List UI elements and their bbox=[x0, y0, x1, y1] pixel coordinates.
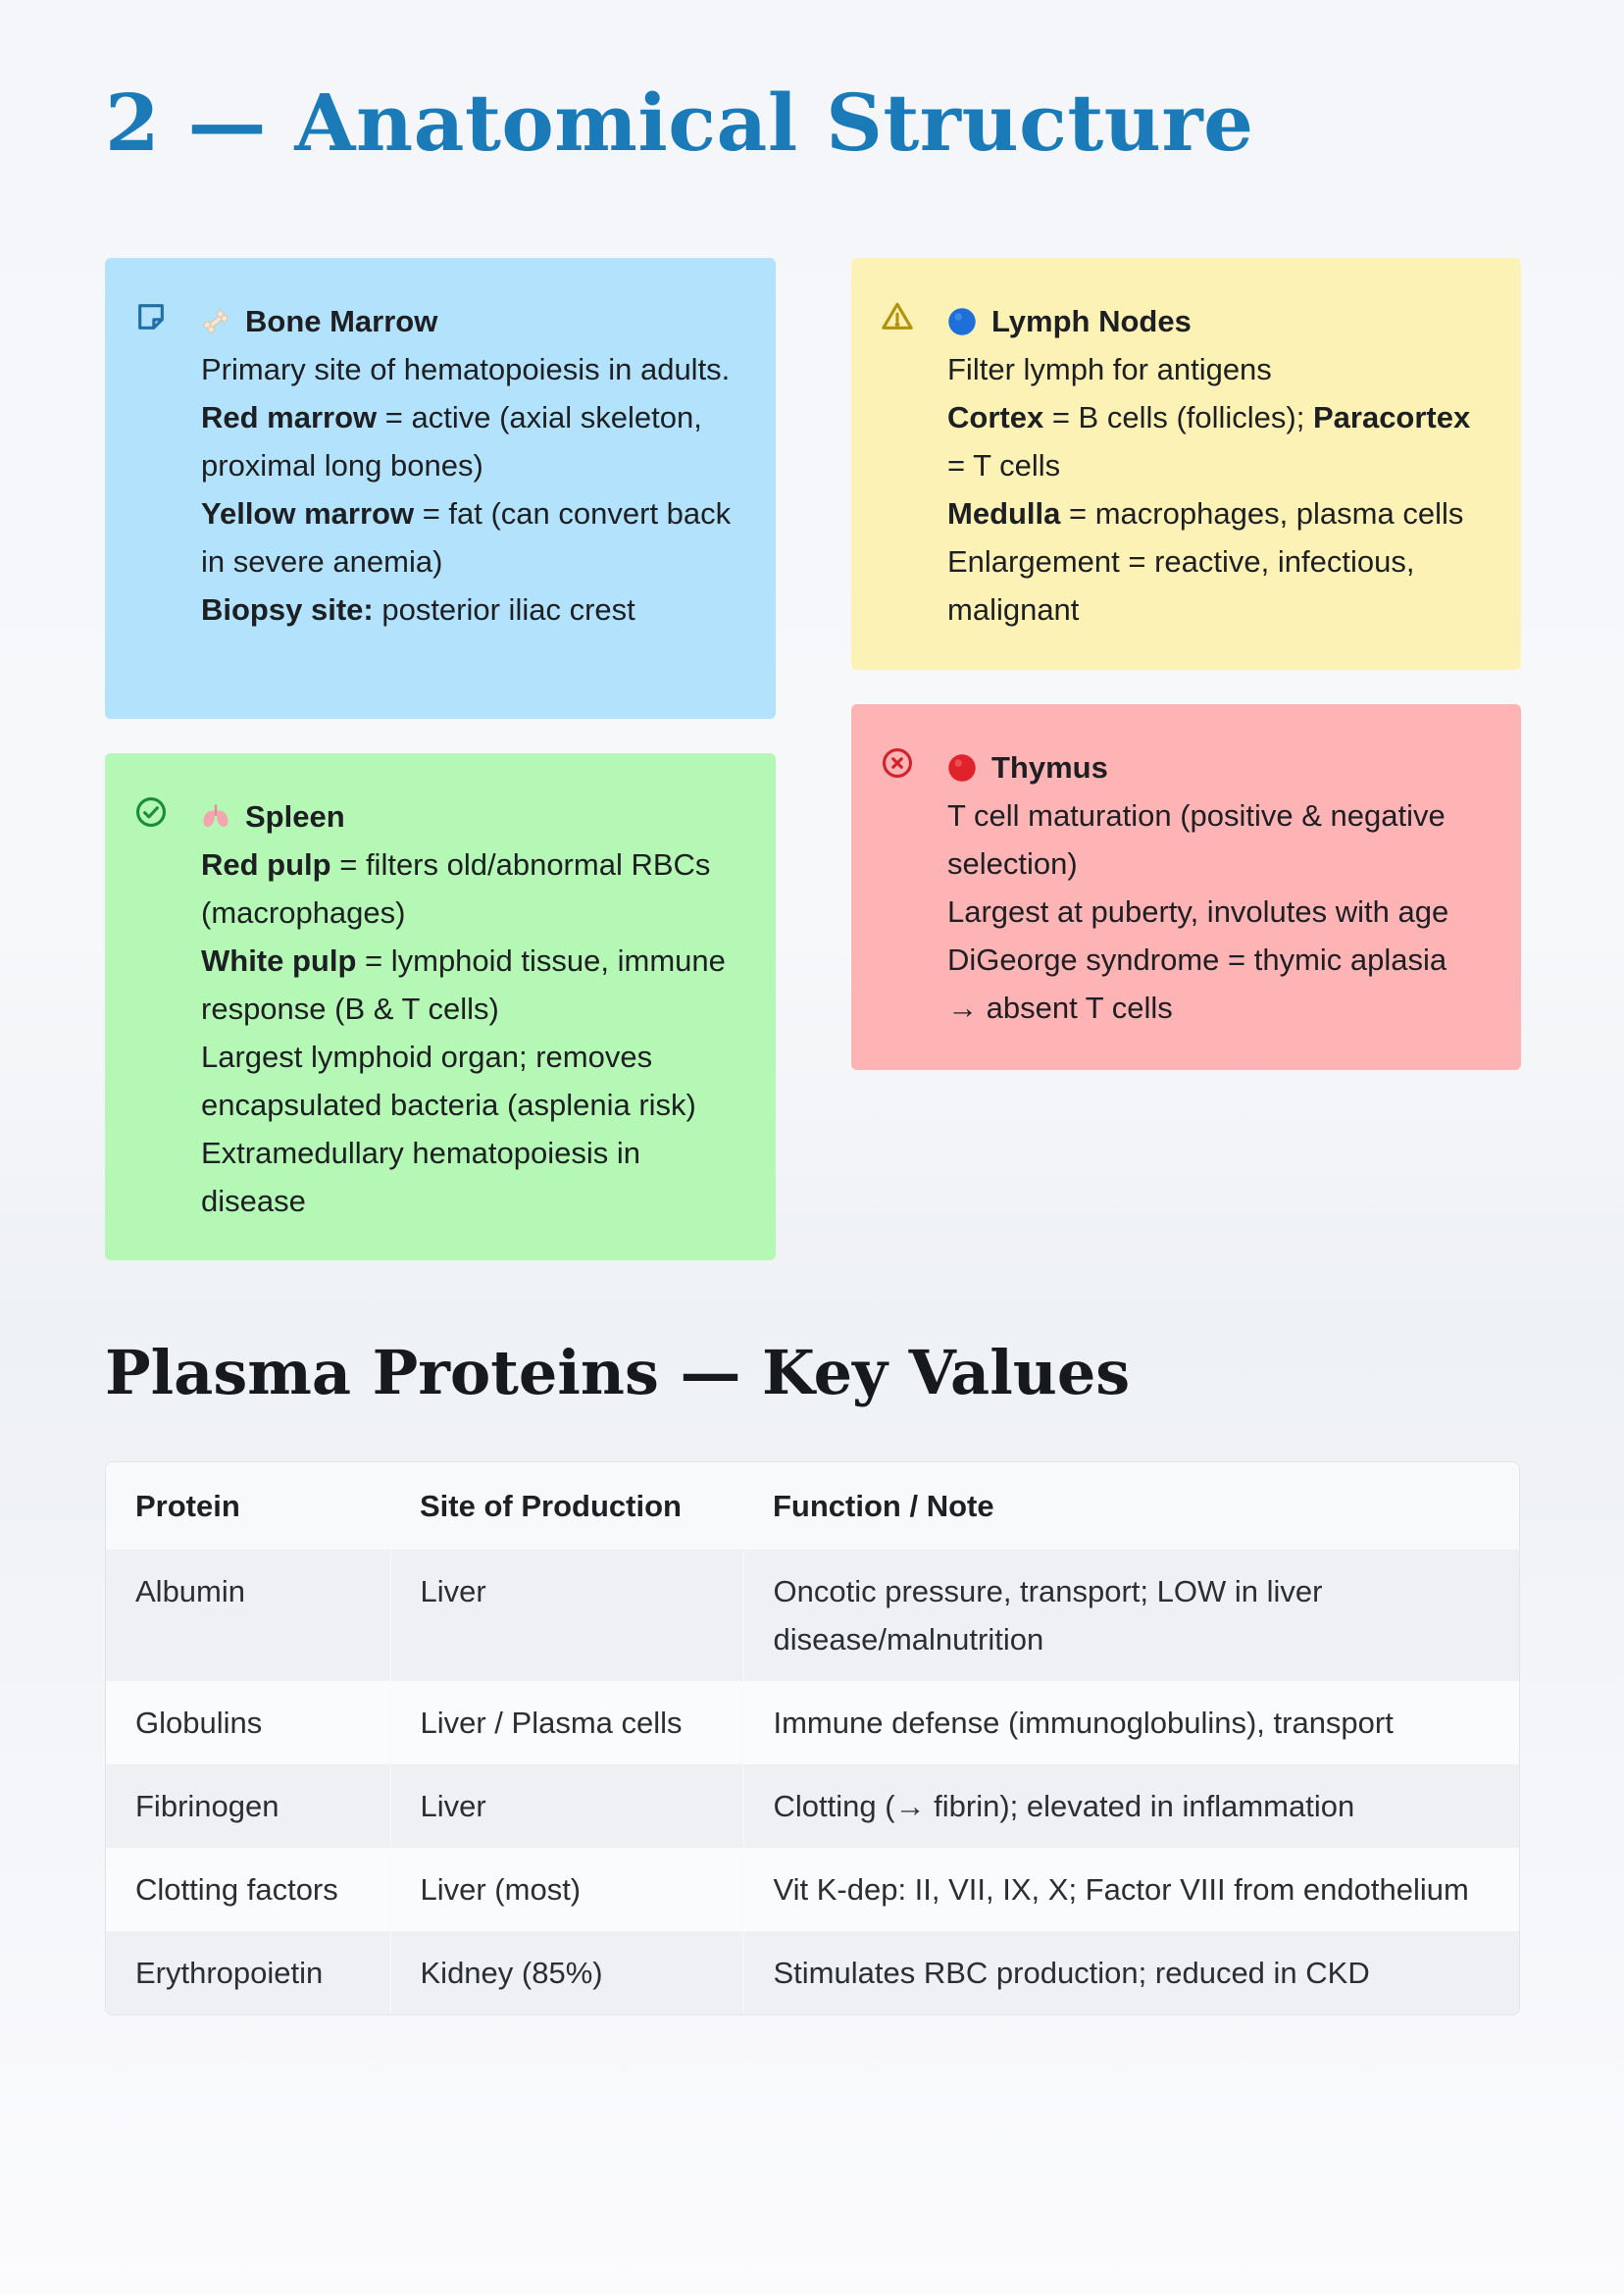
x-circle-icon bbox=[881, 746, 914, 780]
note-icon bbox=[134, 300, 168, 333]
card-line: Cortex = B cells (follicles); Paracortex = T cells bbox=[947, 400, 1471, 483]
card-title: Spleen bbox=[245, 799, 345, 834]
card-line: Largest lymphoid organ; removes encapsulated bacteria (asplenia risk) bbox=[201, 1040, 696, 1122]
card-title: Bone Marrow bbox=[245, 304, 438, 338]
table-row bbox=[106, 1931, 1519, 2014]
section-title: 2 — Anatomical Structure bbox=[105, 76, 1254, 169]
table-cell: Erythropoietin bbox=[106, 1931, 390, 2014]
table-row bbox=[106, 1848, 1519, 1931]
card-line: DiGeorge syndrome = thymic aplasia → absent T cells bbox=[947, 943, 1447, 1025]
card-line: Filter lymph for antigens bbox=[947, 352, 1272, 386]
table-cell: Liver bbox=[390, 1764, 743, 1848]
card-line: Largest at puberty, involutes with age bbox=[947, 894, 1449, 929]
column-header: Function / Note bbox=[743, 1462, 1519, 1550]
table-cell: Immune defense (immunoglobulins), transport bbox=[743, 1681, 1519, 1764]
plasma-proteins-table bbox=[105, 1461, 1520, 2015]
lungs-icon bbox=[201, 802, 230, 832]
table-cell: Fibrinogen bbox=[106, 1764, 390, 1848]
table-row bbox=[106, 1681, 1519, 1764]
card-lymph-nodes bbox=[851, 258, 1521, 670]
table-header-row bbox=[106, 1462, 1519, 1550]
table-row bbox=[106, 1550, 1519, 1681]
table-cell: Clotting (→ fibrin); elevated in inflammation bbox=[743, 1764, 1519, 1848]
card-bone-marrow bbox=[105, 258, 776, 719]
table-cell: Kidney (85%) bbox=[390, 1931, 743, 2014]
check-circle-icon bbox=[134, 795, 168, 829]
card-line: Primary site of hematopoiesis in adults. bbox=[201, 352, 731, 386]
card-line: T cell maturation (positive & negative selection) bbox=[947, 798, 1446, 881]
table-cell: Liver bbox=[390, 1550, 743, 1681]
card-line: Medulla = macrophages, plasma cells bbox=[947, 496, 1464, 531]
card-line: Red pulp = filters old/abnormal RBCs (macrophages) bbox=[201, 847, 711, 930]
table-cell: Liver / Plasma cells bbox=[390, 1681, 743, 1764]
table-cell: Stimulates RBC production; reduced in CKD bbox=[743, 1931, 1519, 2014]
table-title: Plasma Proteins — Key Values bbox=[105, 1337, 1131, 1408]
table-cell: Globulins bbox=[106, 1681, 390, 1764]
card-spleen bbox=[105, 753, 776, 1260]
table-cell: Clotting factors bbox=[106, 1848, 390, 1931]
card-line: Extramedullary hematopoiesis in disease bbox=[201, 1136, 640, 1218]
table-cell: Albumin bbox=[106, 1550, 390, 1681]
warning-icon bbox=[881, 300, 914, 333]
card-title: Thymus bbox=[991, 750, 1108, 785]
card-thymus bbox=[851, 704, 1521, 1070]
table-cell: Oncotic pressure, transport; LOW in liver disease/malnutrition bbox=[743, 1550, 1519, 1681]
column-header: Site of Production bbox=[390, 1462, 743, 1550]
card-line: Red marrow = active (axial skeleton, proximal long bones) bbox=[201, 400, 702, 483]
table-cell: Vit K-dep: II, VII, IX, X; Factor VIII from endothelium bbox=[743, 1848, 1519, 1931]
blue-circle-icon bbox=[947, 307, 977, 336]
red-circle-icon bbox=[947, 753, 977, 783]
card-line: White pulp = lymphoid tissue, immune response (B & T cells) bbox=[201, 943, 726, 1026]
bone-icon bbox=[201, 307, 230, 336]
table-cell: Liver (most) bbox=[390, 1848, 743, 1931]
column-header: Protein bbox=[106, 1462, 390, 1550]
card-line: Yellow marrow = fat (can convert back in severe anemia) bbox=[201, 496, 732, 579]
card-title: Lymph Nodes bbox=[991, 304, 1192, 338]
card-line: Biopsy site: posterior iliac crest bbox=[201, 592, 635, 627]
table-row bbox=[106, 1764, 1519, 1848]
card-line: Enlargement = reactive, infectious, malignant bbox=[947, 544, 1415, 627]
